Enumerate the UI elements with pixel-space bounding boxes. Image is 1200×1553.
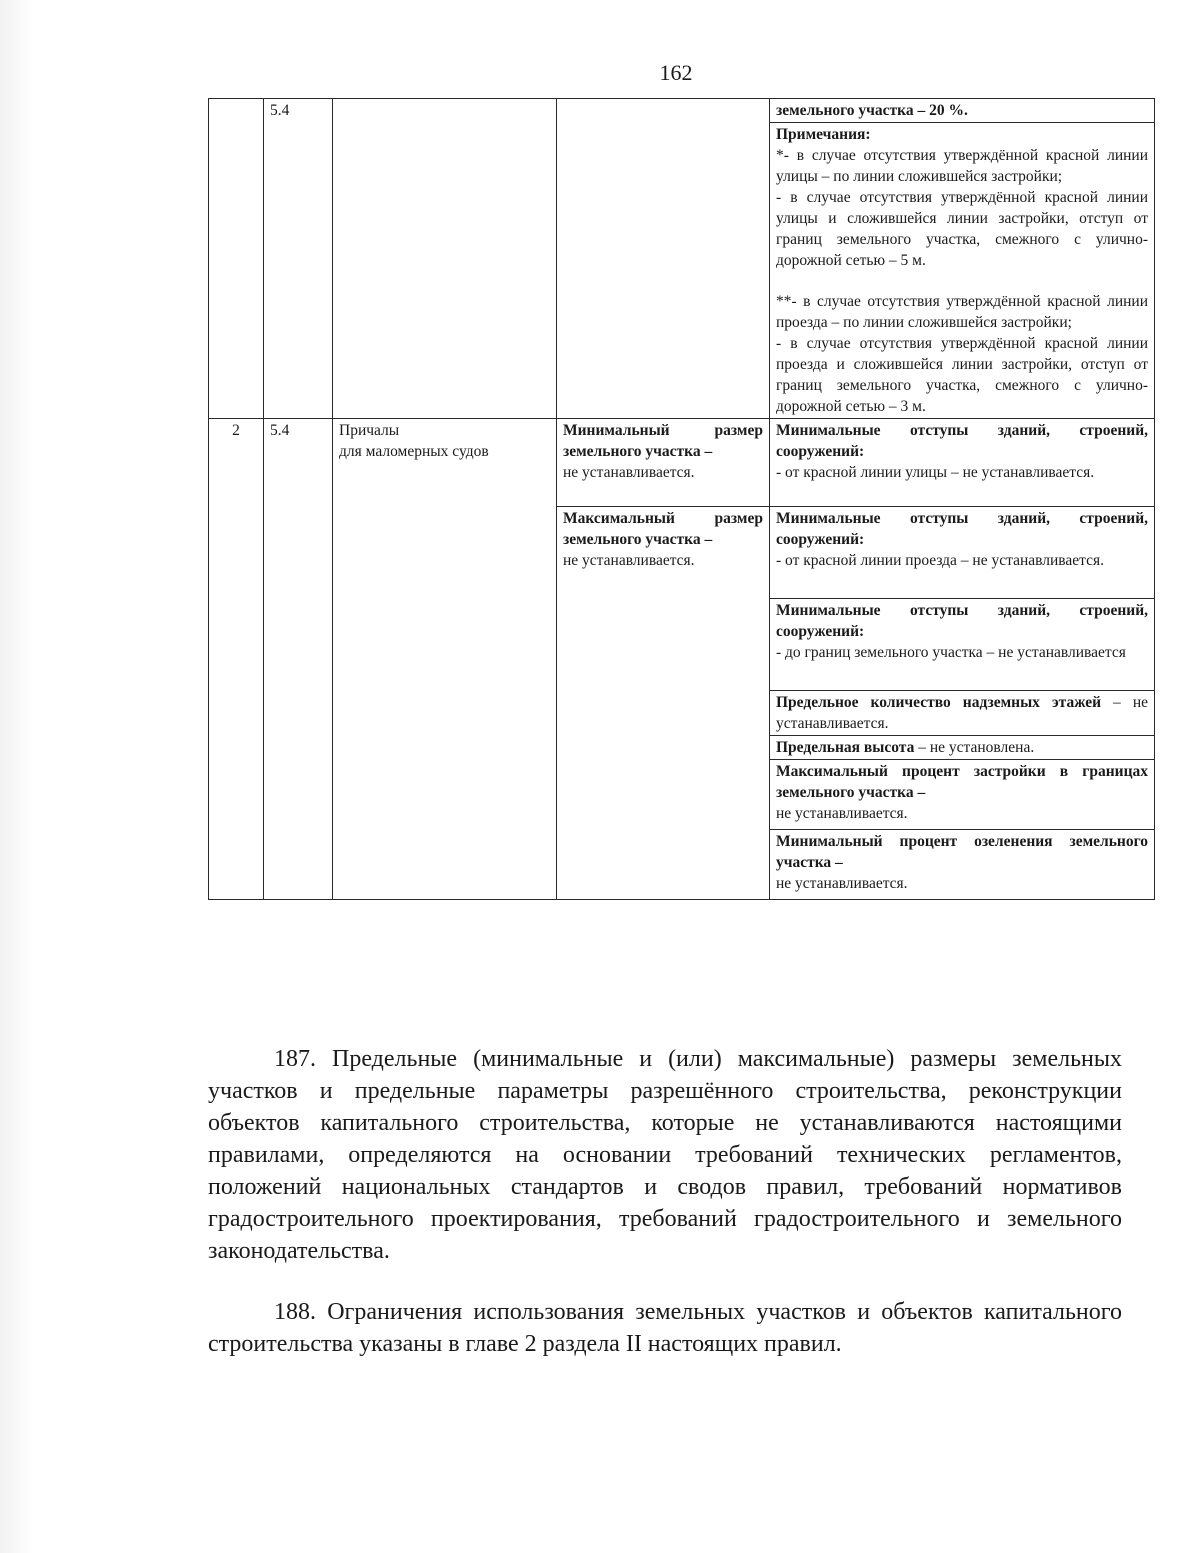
size-max-title: Максимальный размер земельного участка – — [563, 510, 763, 548]
param-cell — [770, 507, 1155, 599]
note-item: **- в случае отсутствия утверждённой красной линии проезда – по линии сложившейся застройки; — [776, 293, 1148, 331]
code-cell: 5.4 — [264, 419, 333, 900]
paragraph-187: 187. Предельные (минимальные и (или) максимальные) размеры земельных участков и предельные параметры разрешённого строительства, реконструкции объектов капитального строительства, которые не устанавливаются настоящими правилами, определяются на основании требований технических регламентов, положений национальных стандартов и сводов правил, требований нормативов градостроительного проектирования, требований градостроительного и земельного законодательства. — [208, 1046, 1122, 1264]
name-cell — [333, 99, 557, 419]
param-title: Минимальные отступы зданий, строений, сооружений: — [776, 422, 1148, 460]
size-min-value: не устанавливается. — [563, 464, 695, 481]
row-number-cell: 2 — [209, 419, 264, 900]
size-max-cell — [557, 507, 770, 900]
code-cell: 5.4 — [264, 99, 333, 419]
param-text: - от красной линии проезда – не устанавливается. — [776, 552, 1104, 569]
notes-cell — [770, 123, 1155, 419]
size-max-value: не устанавливается. — [563, 552, 695, 569]
name-line: Причалы — [339, 422, 400, 439]
param-title: Минимальный процент озеленения земельного участка – — [776, 833, 1148, 871]
size-min-cell — [557, 419, 770, 507]
param-text: не устанавливается. — [776, 805, 908, 822]
param-cell — [770, 419, 1155, 507]
sizes-cell — [557, 99, 770, 419]
param-cell — [770, 760, 1155, 830]
note-item: - в случае отсутствия утверждённой красной линии проезда и сложившейся линии застройки, отступ от границ земельного участка, смежного с улично-дорожной сетью – 3 м. — [776, 335, 1148, 415]
param-cell — [770, 599, 1155, 691]
param-cell — [770, 691, 1155, 736]
param-title: Предельная высота — [776, 739, 915, 756]
param-text: - до границ земельного участка – не устанавливается — [776, 644, 1126, 661]
param-text: - от красной линии улицы – не устанавливается. — [776, 464, 1095, 481]
table-row — [209, 419, 1155, 507]
param-text: не устанавливается. — [776, 875, 908, 892]
param-title: Максимальный процент застройки в границах земельного участка – — [776, 763, 1148, 801]
param-cell — [770, 830, 1155, 900]
note-item: - в случае отсутствия утверждённой красной линии улицы и сложившейся линии застройки, отступ от границ земельного участка, смежного с улично-дорожной сетью – 5 м. — [776, 189, 1148, 269]
regulations-table — [208, 98, 1155, 900]
name-cell — [333, 419, 557, 900]
param-cell: земельного участка – 20 %. — [770, 99, 1155, 123]
param-text: – не устанавливается. — [776, 694, 1148, 732]
notes-title: Примечания: — [776, 126, 871, 143]
size-min-title: Минимальный размер земельного участка – — [563, 422, 763, 460]
paragraph-188: 188. Ограничения использования земельных участков и объектов капитального строительства указаны в главе 2 раздела II настоящих правил. — [208, 1299, 1122, 1357]
row-number-cell — [209, 99, 264, 419]
param-title: Предельное количество надземных этажей — [776, 694, 1102, 711]
page-number: 162 — [659, 60, 693, 85]
note-item: *- в случае отсутствия утверждённой красной линии улицы – по линии сложившейся застройки; — [776, 147, 1148, 185]
name-line: для маломерных судов — [339, 443, 489, 460]
table-row — [209, 99, 1155, 123]
param-title: Минимальные отступы зданий, строений, сооружений: — [776, 510, 1148, 548]
param-text: – не установлена. — [914, 739, 1035, 756]
scan-edge — [0, 0, 34, 1553]
param-title: Минимальные отступы зданий, строений, сооружений: — [776, 602, 1148, 640]
param-cell — [770, 736, 1155, 760]
